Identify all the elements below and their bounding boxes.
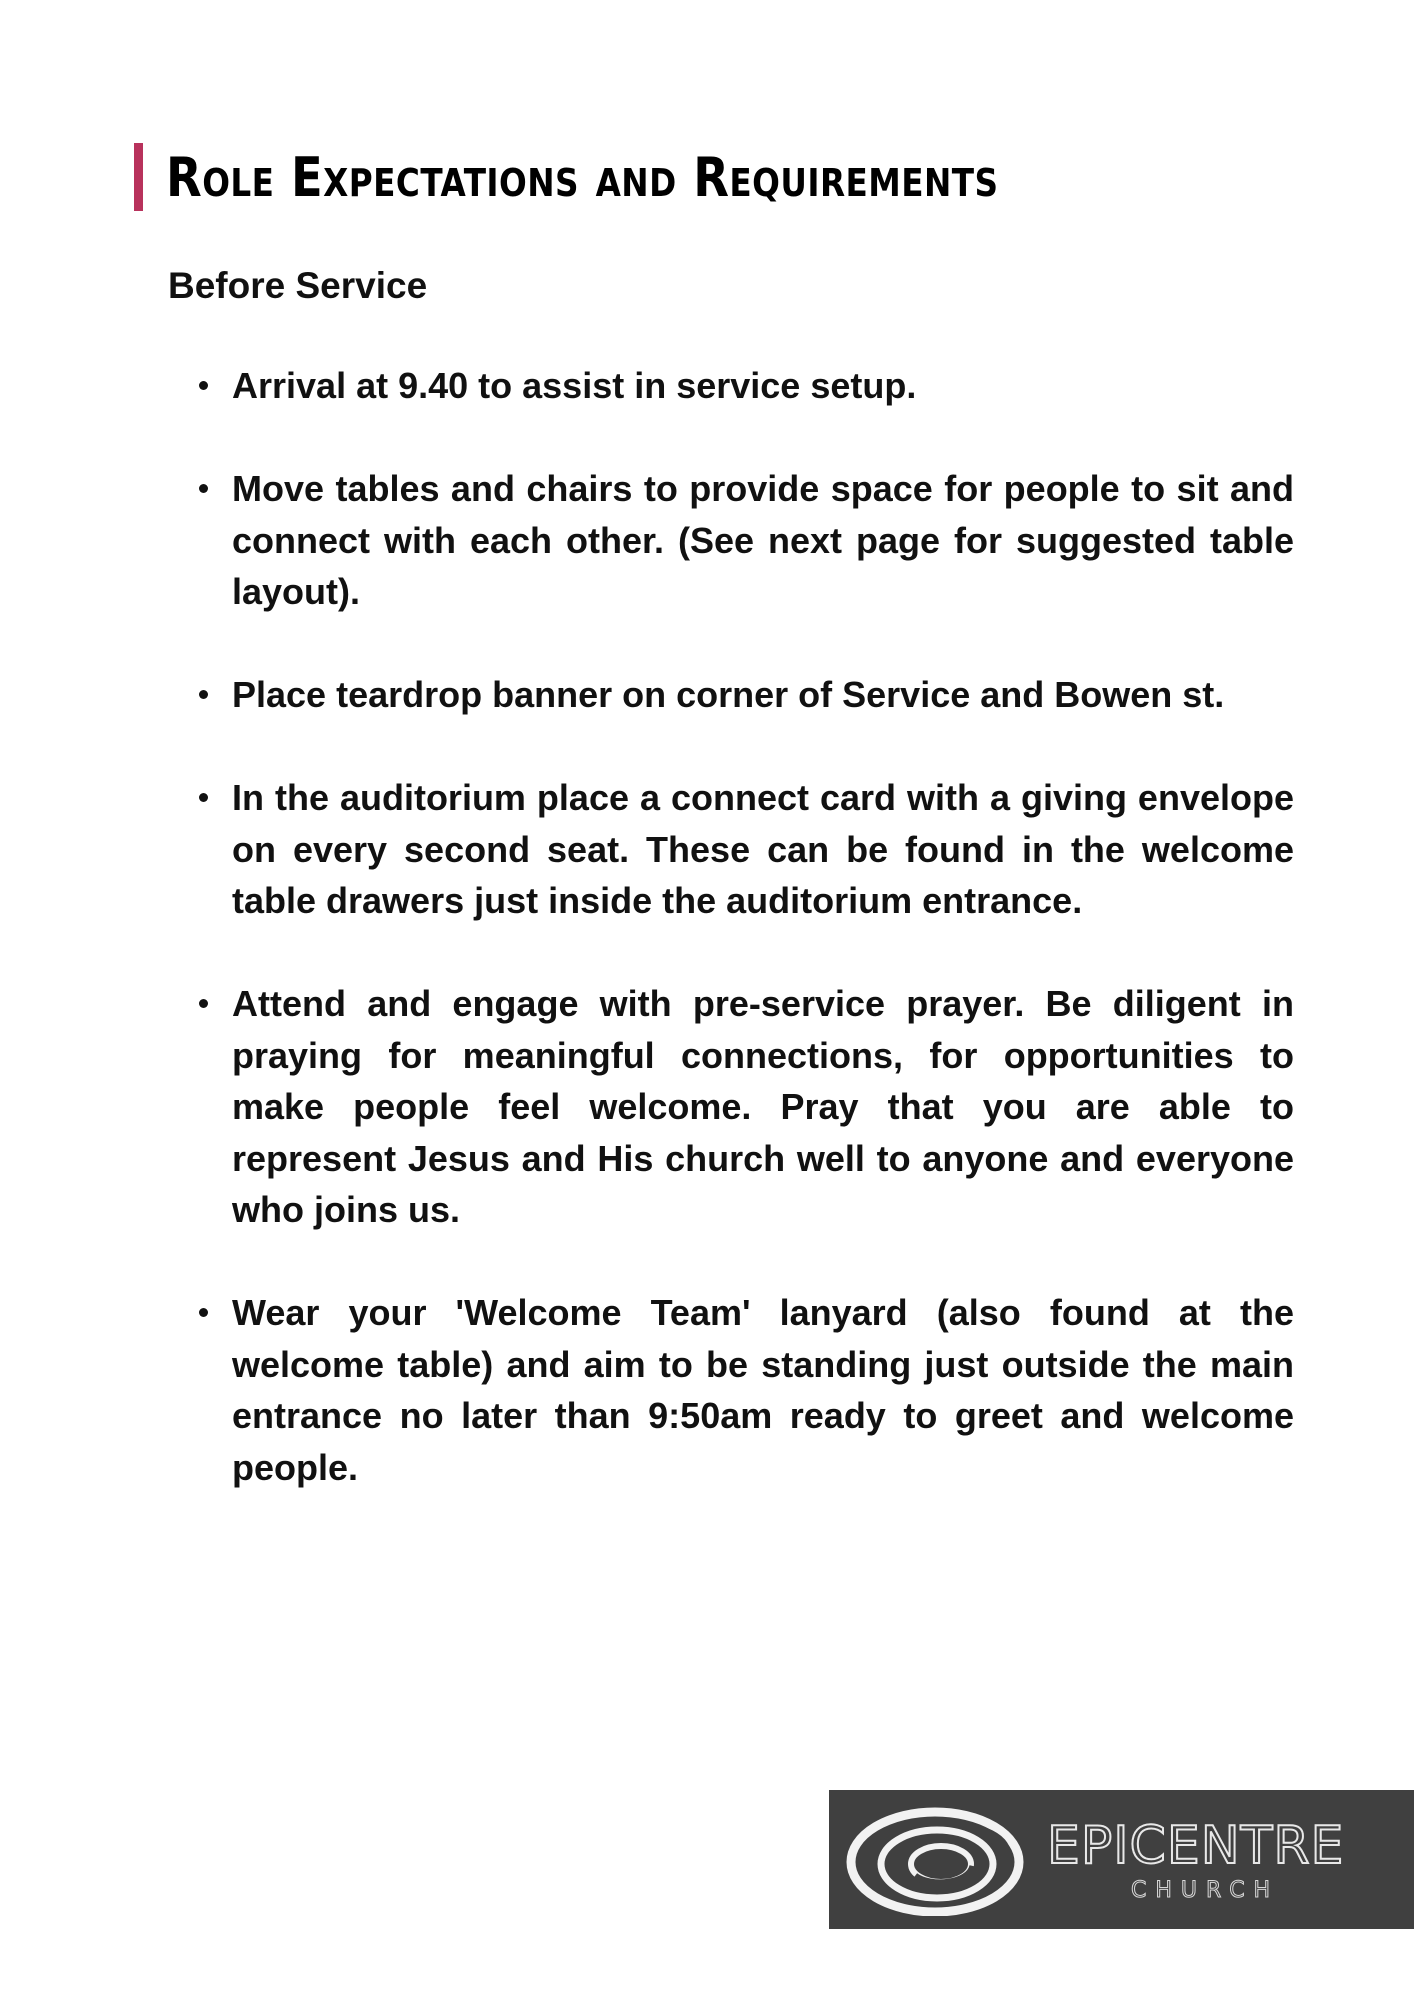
list-item-text: Attend and engage with pre-service prayer. Be diligent in praying for meaningful connections, for opportunities to make people feel welcome. Pray that you are able to represent Jesus and His church well to anyone and everyone who joins us. bbox=[232, 983, 1294, 1230]
section-heading: Before Service bbox=[168, 265, 428, 306]
page-title: Role Expectations and Requirements bbox=[166, 145, 999, 209]
bullet-icon bbox=[199, 381, 208, 390]
requirements-list bbox=[232, 360, 1294, 1545]
list-item-text: Place teardrop banner on corner of Service and Bowen st. bbox=[232, 674, 1225, 715]
bullet-icon bbox=[199, 999, 208, 1008]
swirl-logo-icon bbox=[845, 1804, 1025, 1916]
list-item bbox=[232, 360, 1294, 412]
list-item bbox=[232, 978, 1294, 1236]
list-item-text: Wear your 'Welcome Team' lanyard (also found at the welcome table) and aim to be standing just outside the main entrance no later than 9:50am ready to greet and welcome people. bbox=[232, 1292, 1294, 1488]
church-logo bbox=[829, 1790, 1414, 1929]
logo-name: EPICENTRE bbox=[1047, 1816, 1345, 1876]
heading-accent-bar bbox=[134, 143, 143, 211]
bullet-icon bbox=[199, 1308, 208, 1317]
list-item-text: Move tables and chairs to provide space for people to sit and connect with each other. (See next page for suggested table layout). bbox=[232, 468, 1294, 612]
list-item-text: In the auditorium place a connect card with a giving envelope on every second seat. These can be found in the welcome table drawers just inside the auditorium entrance. bbox=[232, 777, 1294, 921]
list-item bbox=[232, 772, 1294, 927]
logo-subtitle: CHURCH bbox=[1131, 1878, 1280, 1903]
list-item-text: Arrival at 9.40 to assist in service setup. bbox=[232, 365, 917, 406]
page-header bbox=[134, 140, 1134, 214]
bullet-icon bbox=[199, 484, 208, 493]
list-item bbox=[232, 669, 1294, 721]
bullet-icon bbox=[199, 793, 208, 802]
list-item bbox=[232, 1287, 1294, 1493]
bullet-icon bbox=[199, 690, 208, 699]
list-item bbox=[232, 463, 1294, 618]
